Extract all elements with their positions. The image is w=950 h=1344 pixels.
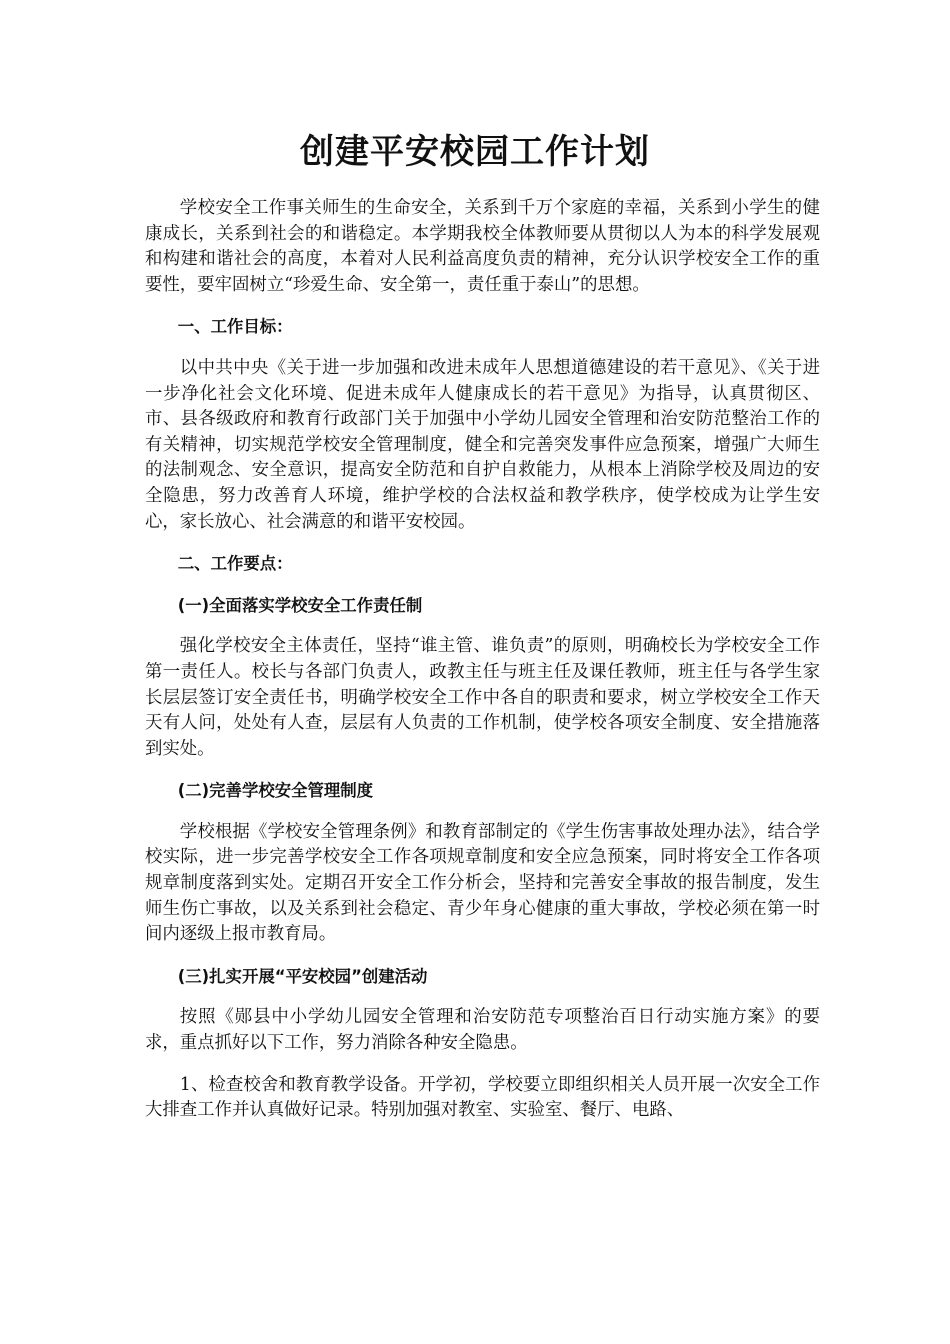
- section-heading-goals: 一、工作目标：: [177, 317, 293, 337]
- document-title: 创建平安校园工作计划: [300, 132, 650, 172]
- goals-paragraph: 以中共中央《关于进一步加强和改进未成年人思想道德建设的若干意见》、《关于进一步净化社会文化环境、促进未成年人健康成长的若干意见》为指导，认真贯彻区、市、县各级政府和教育行政部门关于加强中小学幼儿园安全管理和治安防范整治工作的有关精神，切实规范学校安全管理制度，健全和完善突发事件应急预案，增强广大师生的法制观念、安全意识，提高安全防范和自护自救能力，从根本上消除学校及周边的安全隐患，努力改善育人环境，维护学校的合法权益和教学秩序，使学校成为让学生安心，家长放心、社会满意的和谐平安校园。: [145, 357, 820, 532]
- inspection-item-paragraph: 1、检查校舍和教育教学设备。开学初，学校要立即组织相关人员开展一次安全工作大排查工作并认真做好记录。特别加强对教室、实验室、餐厅、电路、: [145, 1074, 820, 1121]
- intro-paragraph: 学校安全工作事关师生的生命安全，关系到千万个家庭的幸福，关系到小学生的健康成长，关系到社会的和谐稳定。本学期我校全体教师要从贯彻以人为本的科学发展观和构建和谐社会的高度，本着对人民利益高度负责的精神，充分认识学校安全工作的重要性，要牢固树立“珍爱生命、安全第一，责任重于泰山”的思想。: [145, 198, 820, 295]
- subsection-heading-management: (二)完善学校安全管理制度: [177, 781, 374, 801]
- safe-campus-paragraph: 按照《郧县中小学幼儿园安全管理和治安防范专项整治百日行动实施方案》的要求，重点抓好以下工作，努力消除各种安全隐患。: [145, 1007, 820, 1054]
- responsibility-paragraph: 强化学校安全主体责任，坚持“谁主管、谁负责”的原则，明确校长为学校安全工作第一责任人。校长与各部门负责人，政教主任与班主任及课任教师，班主任与各学生家长层层签订安全责任书，明确学校安全工作中各自的职责和要求，树立学校安全工作天天有人问，处处有人查，层层有人负责的工作机制，使学校各项安全制度、安全措施落到实处。: [145, 636, 820, 759]
- document-body: [145, 196, 820, 1140]
- subsection-heading-responsibility: (一)全面落实学校安全工作责任制: [177, 595, 423, 615]
- management-paragraph: 学校根据《学校安全管理条例》和教育部制定的《学生伤害事故处理办法》，结合学校实际，进一步完善学校安全工作各项规章制度和安全应急预案，同时将安全工作各项规章制度落到实处。定期召开安全工作分析会，坚持和完善安全事故的报告制度，发生师生伤亡事故，以及关系到社会稳定、青少年身心健康的重大事故，学校必须在第一时间内逐级上报市教育局。: [145, 821, 820, 945]
- subsection-heading-safe-campus: (三)扎实开展“平安校园”创建活动: [177, 966, 428, 986]
- section-heading-key-points: 二、工作要点：: [177, 554, 293, 574]
